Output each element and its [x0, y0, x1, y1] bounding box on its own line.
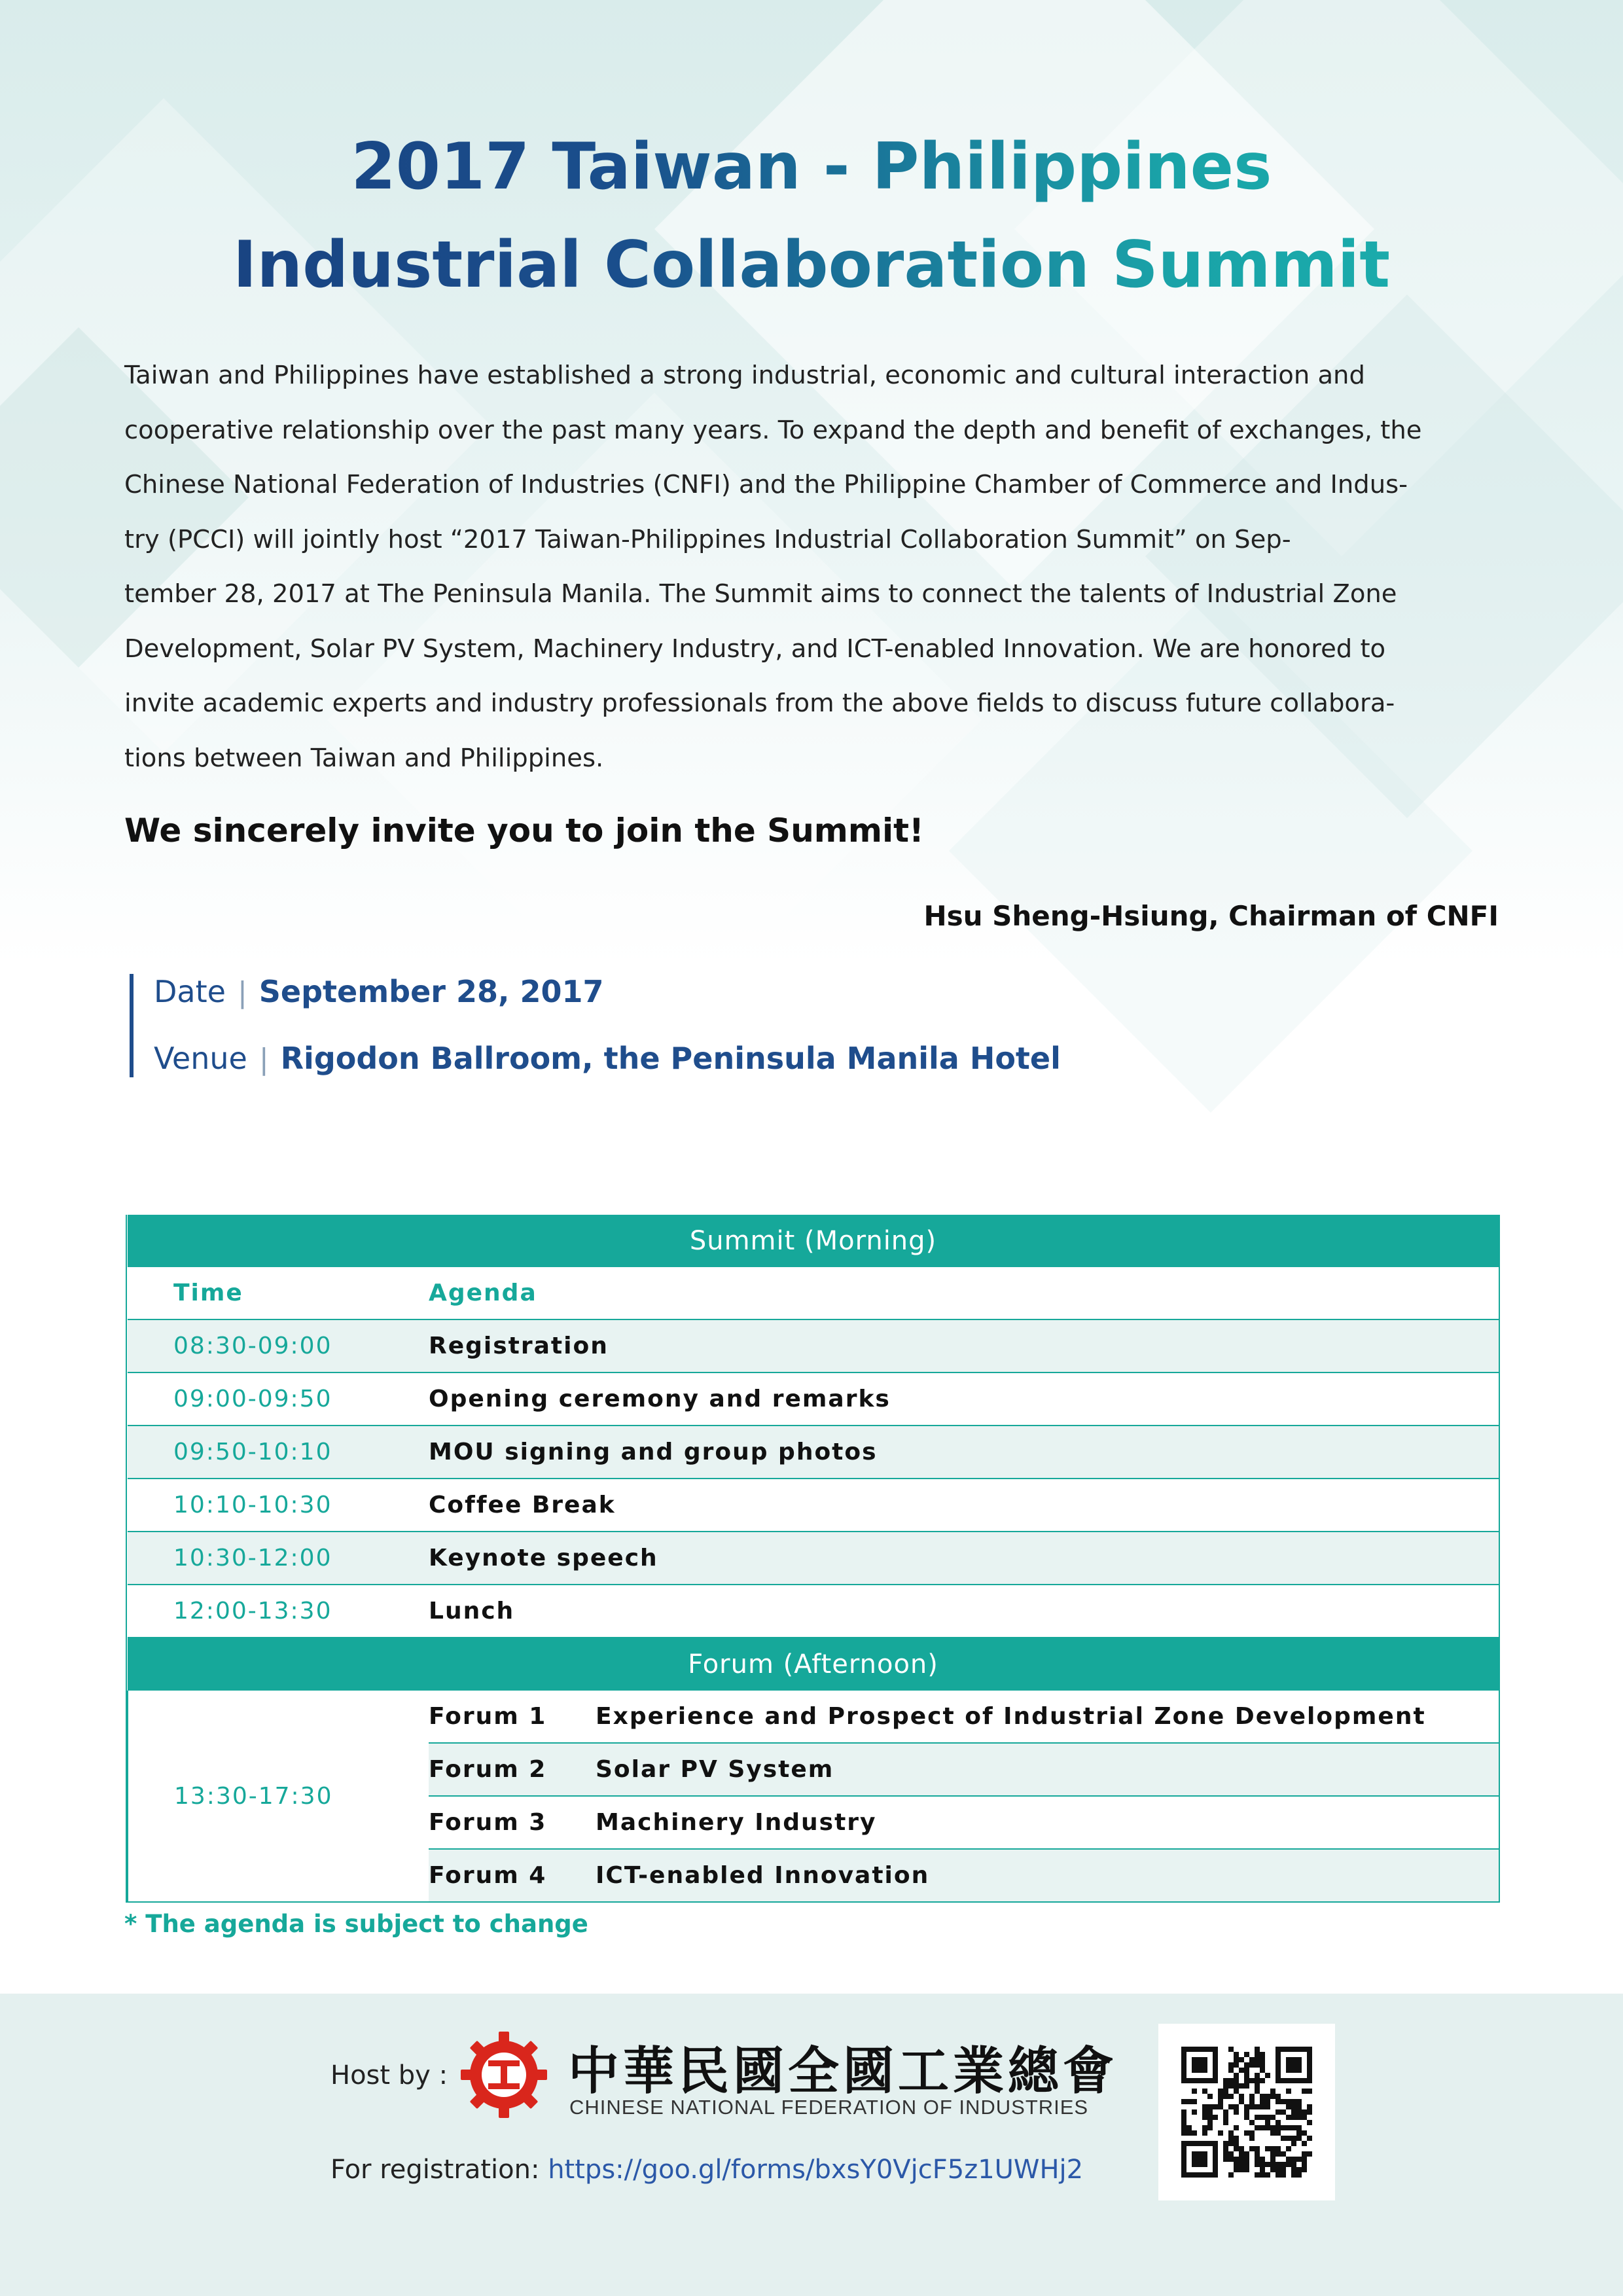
row-item: Coffee Break [429, 1479, 1499, 1532]
table-row [128, 1319, 1499, 1372]
cnfi-gear-logo-icon [458, 2029, 550, 2121]
table-row [128, 1426, 1499, 1479]
qr-code-icon[interactable] [1158, 2024, 1335, 2200]
intro-line: Development, Solar PV System, Machinery Industry, and ICT-enabled Innovation. We are honored to [124, 634, 1386, 664]
intro-paragraph [124, 348, 1499, 785]
row-time: 09:50-10:10 [128, 1426, 429, 1479]
forum-label: Forum 2 [429, 1743, 596, 1796]
intro-line: Chinese National Federation of Industries (CNFI) and the Philippine Chamber of Commerce and Indus- [124, 470, 1408, 499]
date-label: Date [154, 974, 226, 1009]
row-item: Keynote speech [429, 1532, 1499, 1585]
row-time: 12:00-13:30 [128, 1585, 429, 1638]
row-item: MOU signing and group photos [429, 1426, 1499, 1479]
table-row [128, 1479, 1499, 1532]
forum-label: Forum 1 [429, 1691, 596, 1743]
row-item: Opening ceremony and remarks [429, 1372, 1499, 1426]
host-name-chinese: 中華民國全國工業總會 [568, 2041, 1118, 2101]
date-separator: | [237, 976, 247, 1009]
forum-label: Forum 4 [429, 1849, 596, 1902]
row-time: 09:00-09:50 [128, 1372, 429, 1426]
title-line-1: 2017 Taiwan - Philippines [351, 130, 1272, 204]
registration-line [330, 2155, 1083, 2185]
forum-row [128, 1691, 1499, 1743]
table-row [128, 1372, 1499, 1426]
qr-code-graphic [1158, 2024, 1335, 2200]
date-line [154, 974, 604, 1009]
info-accent-bar [130, 974, 134, 1077]
row-item: Lunch [429, 1585, 1499, 1638]
row-time: 10:30-12:00 [128, 1532, 429, 1585]
poster-title [0, 118, 1623, 314]
agenda-table [126, 1215, 1500, 1903]
row-item: Registration [429, 1319, 1499, 1372]
agenda-note: * The agenda is subject to change [124, 1910, 588, 1938]
row-time: 08:30-09:00 [128, 1319, 429, 1372]
intro-line: Taiwan and Philippines have established a strong industrial, economic and cultural interaction and [124, 361, 1365, 390]
invitation-heading: We sincerely invite you to join the Summit! [124, 812, 924, 850]
agenda-column-header: Agenda [429, 1267, 1499, 1319]
forum-title: Experience and Prospect of Industrial Zone Development [596, 1691, 1499, 1743]
host-label: Host by : [330, 2060, 448, 2090]
forum-title: Solar PV System [596, 1743, 1499, 1796]
table-row [128, 1532, 1499, 1585]
intro-line: cooperative relationship over the past many years. To expand the depth and benefit of exchanges, the [124, 415, 1422, 445]
table-row [128, 1585, 1499, 1638]
registration-label: For registration: [330, 2155, 540, 2185]
afternoon-header-row [128, 1638, 1499, 1691]
column-header-row [128, 1267, 1499, 1319]
date-value: September 28, 2017 [259, 974, 604, 1009]
morning-header-row [128, 1215, 1499, 1267]
venue-separator: | [259, 1043, 269, 1076]
registration-link[interactable]: https://goo.gl/forms/bxsY0VjcF5z1UWHj2 [548, 2155, 1084, 2185]
title-line-2: Industrial Collaboration Summit [232, 228, 1391, 302]
forum-title: Machinery Industry [596, 1796, 1499, 1849]
venue-value: Rigodon Ballroom, the Peninsula Manila Hotel [280, 1041, 1061, 1076]
row-time: 10:10-10:30 [128, 1479, 429, 1532]
forum-time: 13:30-17:30 [128, 1691, 429, 1902]
afternoon-header: Forum (Afternoon) [128, 1638, 1499, 1691]
host-name-english: CHINESE NATIONAL FEDERATION OF INDUSTRIES [569, 2096, 1089, 2119]
intro-line: tember 28, 2017 at The Peninsula Manila. The Summit aims to connect the talents of Industrial Zone [124, 579, 1397, 609]
intro-line: tions between Taiwan and Philippines. [124, 743, 604, 773]
forum-title: ICT-enabled Innovation [596, 1849, 1499, 1902]
morning-header: Summit (Morning) [128, 1215, 1499, 1267]
time-column-header: Time [128, 1267, 429, 1319]
intro-line: try (PCCI) will jointly host “2017 Taiwan-Philippines Industrial Collaboration Summit” on Sep- [124, 524, 1291, 554]
forum-label: Forum 3 [429, 1796, 596, 1849]
signer-name: Hsu Sheng-Hsiung, Chairman of CNFI [923, 900, 1499, 932]
venue-label: Venue [154, 1041, 247, 1076]
intro-line: invite academic experts and industry professionals from the above fields to discuss future collabora- [124, 689, 1395, 718]
venue-line [154, 1041, 1061, 1076]
